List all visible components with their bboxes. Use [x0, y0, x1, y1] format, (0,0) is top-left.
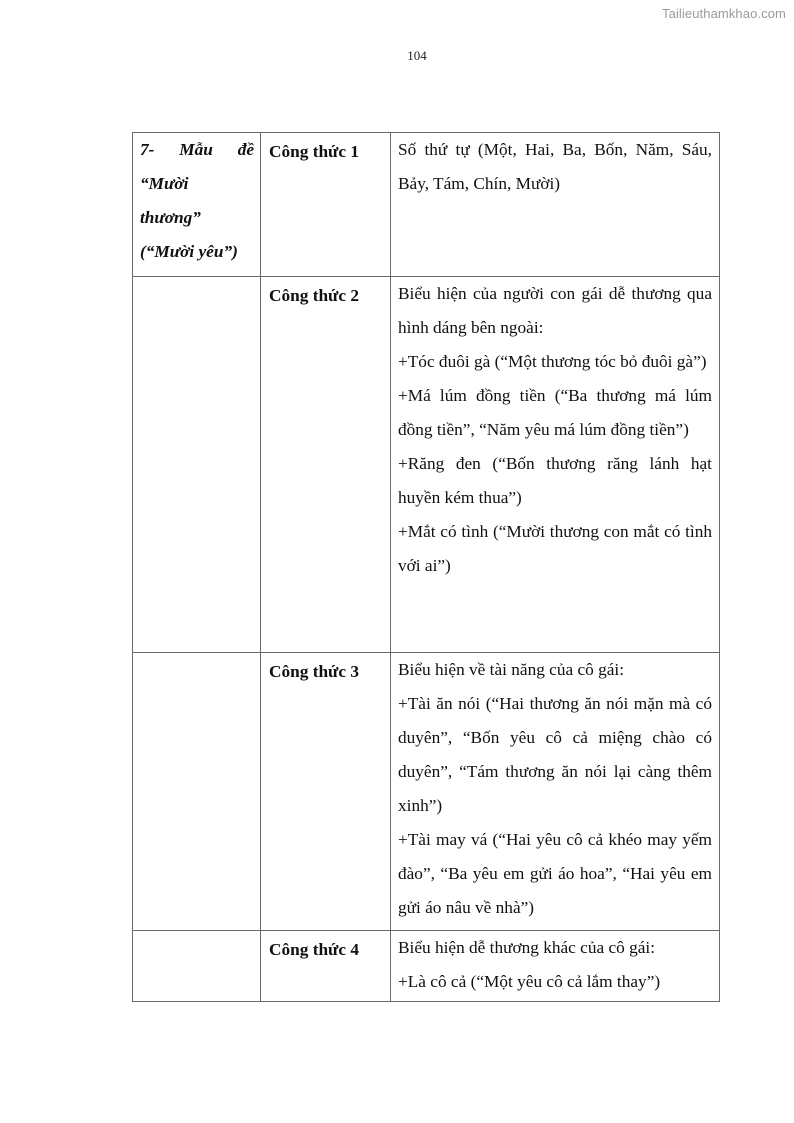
topic-line-2: “Mười [140, 174, 189, 193]
description-paragraph: Số thứ tự (Một, Hai, Ba, Bốn, Năm, Sáu, Bảy, Tám, Chín, Mười) [398, 140, 712, 193]
formula-table [132, 132, 720, 1002]
empty-topic-cell [133, 931, 261, 1002]
table-row [133, 653, 720, 931]
empty-topic-cell [133, 277, 261, 653]
topic-line-1: 7- Mẫu đề [140, 140, 254, 159]
formula-label: Công thức 2 [261, 277, 391, 653]
description-paragraph: +Là cô cả (“Một yêu cô cả lắm thay”) [398, 972, 661, 991]
description-paragraph: +Răng đen (“Bốn thương răng lánh hạt huyền kém thua”) [398, 454, 712, 507]
formula-description [391, 277, 720, 653]
description-paragraph: +Tài may vá (“Hai yêu cô cả khéo may yếm đào”, “Ba yêu em gửi áo hoa”, “Hai yêu em gửi áo nâu về nhà”) [398, 830, 712, 917]
description-paragraph: Biểu hiện về tài năng của cô gái: [398, 660, 625, 679]
description-paragraph: Biểu hiện dễ thương khác của cô gái: [398, 938, 655, 957]
topic-line-4: (“Mười yêu”) [140, 242, 238, 261]
formula-label: Công thức 3 [261, 653, 391, 931]
page-number: 104 [407, 48, 427, 63]
topic-cell [133, 133, 261, 277]
formula-description [391, 133, 720, 277]
watermark: Tailieuthamkhao.com [661, 6, 786, 21]
table-row [133, 931, 720, 1002]
description-paragraph: +Tóc đuôi gà (“Một thương tóc bỏ đuôi gà”) [398, 352, 707, 371]
description-paragraph: +Mắt có tình (“Mười thương con mắt có tình với ai”) [398, 522, 712, 575]
description-paragraph: +Má lúm đồng tiền (“Ba thương má lúm đồng tiền”, “Năm yêu má lúm đồng tiền”) [398, 386, 712, 439]
description-paragraph: +Tài ăn nói (“Hai thương ăn nói mặn mà có duyên”, “Bốn yêu cô cả miệng chào có duyên”, “Tám thương ăn nói lại càng thêm xinh”) [398, 694, 712, 815]
formula-label: Công thức 1 [261, 133, 391, 277]
formula-label: Công thức 4 [261, 931, 391, 1002]
topic-line-3: thương” [140, 208, 201, 227]
empty-topic-cell [133, 653, 261, 931]
table-row [133, 133, 720, 277]
table-row [133, 277, 720, 653]
formula-description [391, 931, 720, 1002]
description-paragraph: Biểu hiện của người con gái dễ thương qua hình dáng bên ngoài: [398, 284, 712, 337]
formula-description [391, 653, 720, 931]
